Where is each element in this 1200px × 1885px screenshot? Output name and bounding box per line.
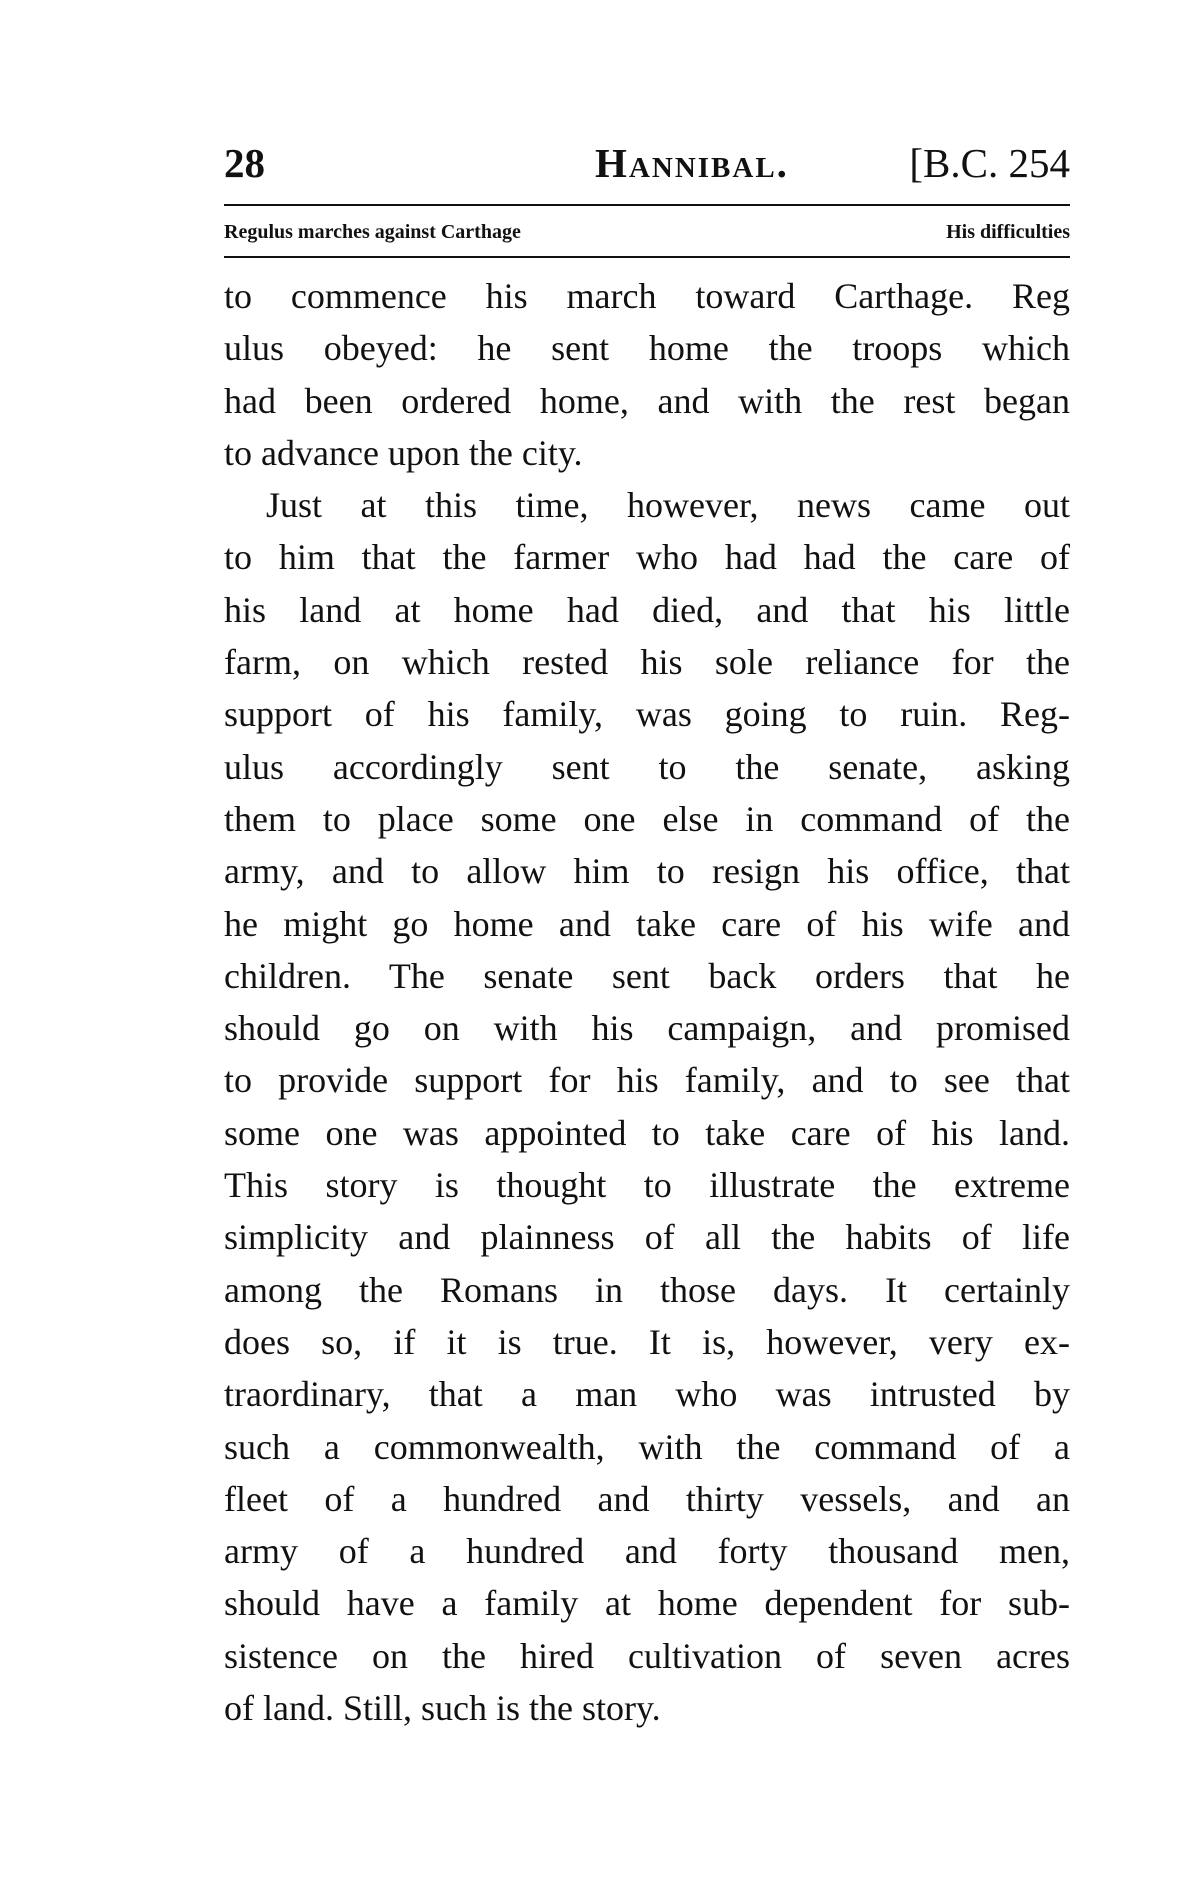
text-line: children. The senate sent back orders that he — [224, 955, 1070, 996]
date-marker: [B.C. 254 — [909, 140, 1070, 186]
text-line: fleet of a hundred and thirty vessels, and an — [224, 1478, 1070, 1519]
text-line: to provide support for his family, and to see that — [224, 1060, 1070, 1101]
text-line: among the Romans in those days. It certainly — [224, 1269, 1070, 1310]
text-line: to commence his march toward Carthage. Reg — [224, 276, 1070, 316]
page-header — [224, 136, 1070, 190]
text-line: to him that the farmer who had had the care of — [224, 537, 1070, 578]
text-line: some one was appointed to take care of his land. — [224, 1112, 1070, 1153]
text-line: such a commonwealth, with the command of a — [224, 1426, 1070, 1467]
text-line: should go on with his campaign, and promised — [224, 1008, 1070, 1049]
text-line: had been ordered home, and with the rest began — [224, 380, 1070, 421]
text-line: This story is thought to illustrate the extreme — [224, 1165, 1070, 1206]
text-line: army, and to allow him to resign his office, that — [224, 851, 1070, 892]
text-line: to advance upon the city. — [224, 432, 583, 473]
header-rule — [224, 204, 1070, 206]
text-line: of land. Still, such is the story. — [224, 1688, 661, 1729]
text-line: them to place some one else in command of the — [224, 798, 1070, 839]
marginal-notes — [224, 214, 1070, 250]
text-line: ulus obeyed: he sent home the troops which — [224, 328, 1070, 369]
text-line: traordinary, that a man who was intrusted by — [224, 1374, 1070, 1415]
running-title: Hannibal. — [595, 140, 789, 186]
text-line: simplicity and plainness of all the habits of life — [224, 1217, 1070, 1258]
text-line: farm, on which rested his sole reliance for the — [224, 642, 1070, 683]
body-text — [224, 270, 1070, 1734]
text-line: should have a family at home dependent for sub- — [224, 1583, 1070, 1624]
text-line: support of his family, was going to ruin. Reg- — [224, 694, 1070, 735]
text-line: does so, if it is true. It is, however, very ex- — [224, 1321, 1070, 1362]
text-line: his land at home had died, and that his little — [224, 589, 1070, 630]
marginal-note-right: His difficulties — [946, 221, 1070, 243]
text-line: sistence on the hired cultivation of seven acres — [224, 1635, 1070, 1676]
marginal-rule — [224, 256, 1070, 258]
text-line: ulus accordingly sent to the senate, asking — [224, 746, 1070, 787]
page-number: 28 — [224, 140, 265, 186]
text-line: Just at this time, however, news came out — [266, 485, 1070, 526]
text-line: army of a hundred and forty thousand men, — [224, 1531, 1070, 1572]
text-line: he might go home and take care of his wife and — [224, 903, 1070, 944]
marginal-note-left: Regulus marches against Carthage — [224, 221, 521, 243]
